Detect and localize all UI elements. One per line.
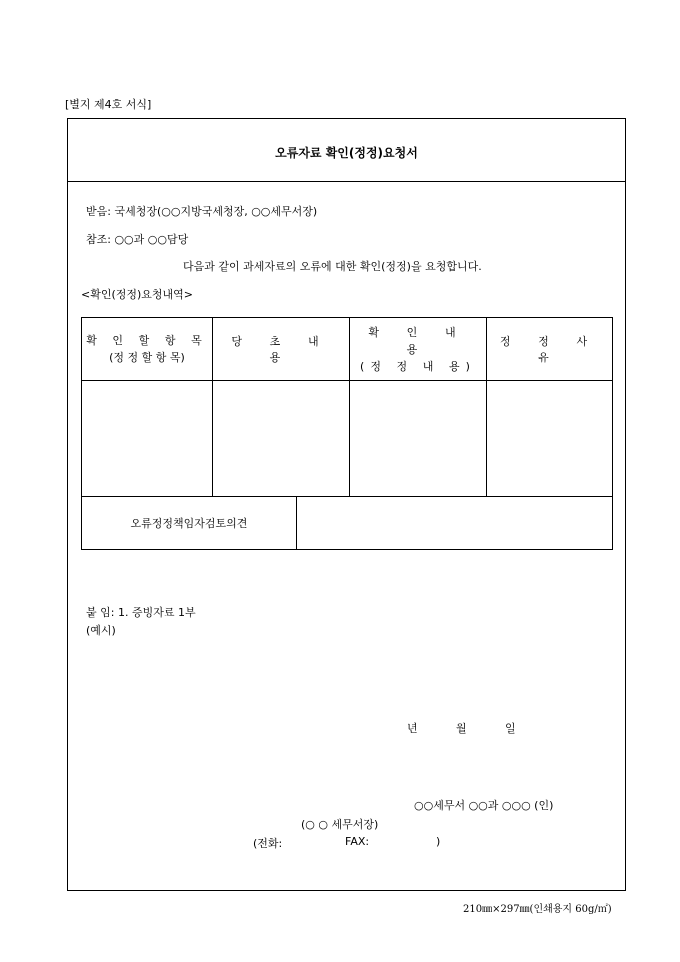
header-check-content-line1: 확 인 내 용 [368,325,468,356]
header-check-content [350,318,487,381]
attachment-line: 붙 임: 1. 증빙자료 1부 [86,606,196,619]
contact-close: ) [436,835,441,848]
opinion-table [81,496,613,550]
header-correction-reason [487,318,613,381]
chief-title: (○ ○ 세무서장) [301,818,379,831]
table-header-row [82,318,613,381]
reference-line: 참조: ○○과 ○○담당 [86,233,189,246]
cell-original-content[interactable] [213,381,350,497]
paper-spec: 210㎜×297㎜(인쇄용지 60g/㎡) [463,904,612,915]
cell-check-content[interactable] [350,381,487,497]
header-check-item-line1: 확 인 할 항 목 [86,334,208,347]
header-correction-reason-label: 정 정 사 유 [499,335,600,364]
cell-check-item[interactable] [82,381,213,497]
header-original-content-label: 당 초 내 용 [231,335,331,364]
title-divider [67,181,626,182]
page-title: 오류자료 확인(정정)요청서 [275,146,418,160]
form-label: [별지 제4호 서식] [65,98,152,111]
example-note: (예시) [86,624,116,637]
header-check-item [82,318,213,381]
fax-label: FAX: [345,835,370,848]
phone-label: (전화: [253,837,283,850]
date-month-label: 월 [456,722,467,735]
office-signature-line: ○○세무서 ○○과 ○○○ (인) [414,799,554,812]
date-day-label: 일 [505,722,516,735]
opinion-label: 오류정정책임자검토의견 [82,497,297,550]
opinion-field[interactable] [297,497,613,550]
cell-correction-reason[interactable] [487,381,613,497]
recipient-line: 받음: 국세청장(○○지방국세청장, ○○세무서장) [86,205,318,218]
request-sentence: 다음과 같이 과세자료의 오류에 대한 확인(정정)을 요청합니다. [183,260,482,273]
details-heading: <확인(정정)요청내역> [81,288,194,301]
table-row [82,381,613,497]
header-original-content [213,318,350,381]
date-year-label: 년 [407,722,418,735]
header-check-content-line2: (정 정 내 용) [359,359,477,373]
header-check-item-line2: (정 정 할 항 목) [109,351,185,364]
request-details-table [81,317,613,497]
